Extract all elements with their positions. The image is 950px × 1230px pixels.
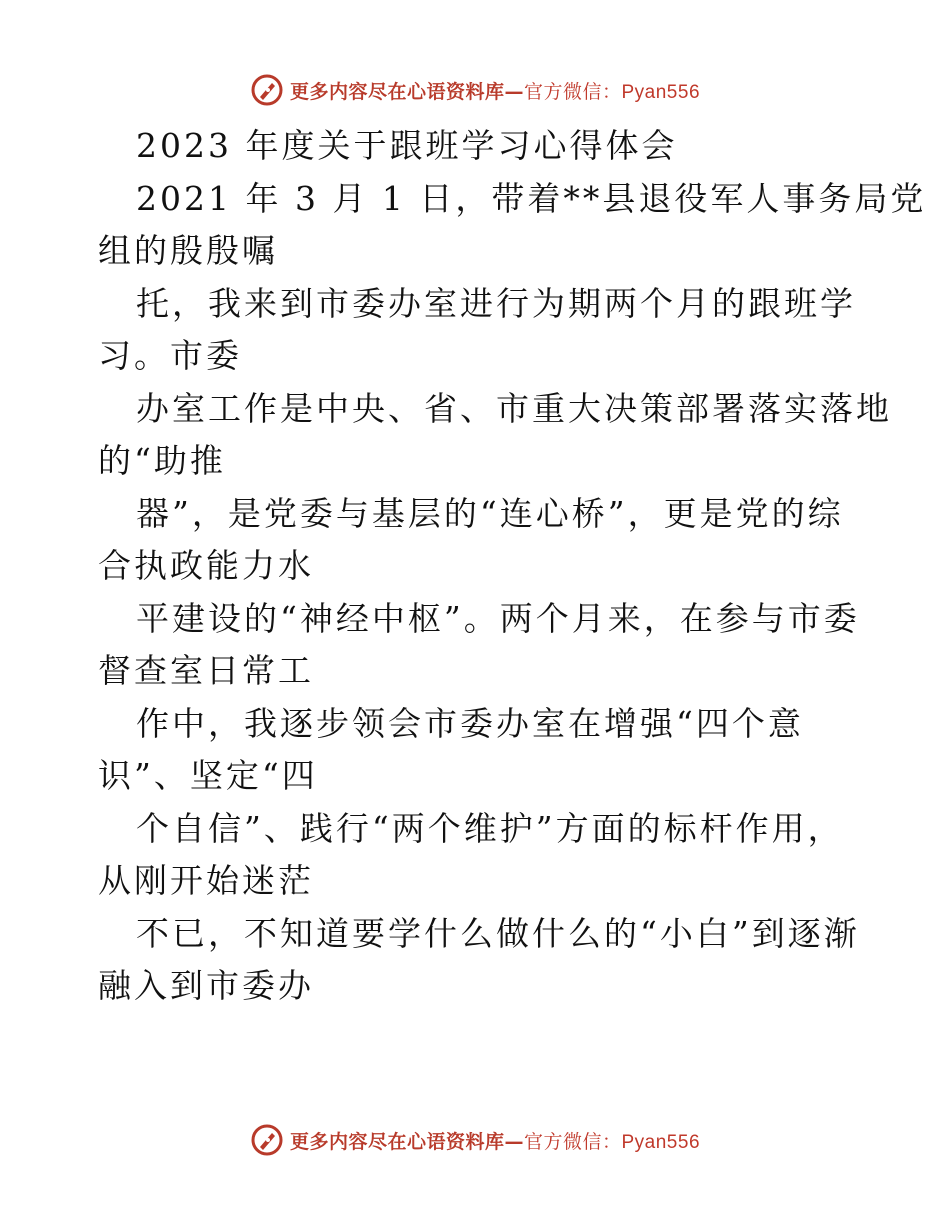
paragraph-line: 从刚开始迷茫 — [98, 861, 314, 900]
footer-banner — [0, 1120, 950, 1160]
paragraph-line: 的“助推 — [98, 441, 226, 480]
header-banner — [0, 70, 950, 110]
footer-banner-dash: — — [504, 1130, 524, 1153]
document-body — [98, 120, 927, 1013]
footer-banner-wechat-id: Pyan556 — [621, 1131, 701, 1153]
paragraph-line: 托，我来到市委办室进行为期两个月的跟班学 — [136, 283, 856, 323]
paragraph-line: 习。市委 — [98, 336, 242, 375]
header-banner-dash: — — [504, 80, 524, 103]
pen-nib-logo-icon — [250, 1123, 284, 1157]
footer-banner-wechat-label: 官方微信： — [523, 1130, 622, 1153]
document-title: 2023 年度关于跟班学习心得体会 — [136, 126, 678, 165]
header-banner-text — [290, 77, 700, 104]
header-banner-inner — [250, 73, 700, 107]
footer-banner-text — [290, 1127, 700, 1154]
paragraph-line: 合执政能力水 — [98, 546, 314, 585]
paragraph-line: 融入到市委办 — [98, 966, 314, 1005]
header-banner-slogan: 更多内容尽在心语资料库 — [289, 80, 505, 103]
paragraph-line: 不已，不知道要学什么做什么的“小白”到逐渐 — [136, 913, 860, 953]
paragraph-line: 办室工作是中央、省、市重大决策部署落实落地 — [136, 388, 892, 428]
paragraph-line: 识”、坚定“四 — [98, 756, 318, 795]
paragraph-line: 平建设的“神经中枢”。两个月来，在参与市委 — [136, 598, 860, 638]
footer-banner-inner — [250, 1123, 700, 1157]
paragraph-line: 2021 年 3 月 1 日，带着**县退役军人事务局党 — [136, 178, 927, 218]
paragraph-line: 器”，是党委与基层的“连心桥”，更是党的综 — [136, 493, 844, 533]
pen-nib-logo-icon — [250, 73, 284, 107]
header-banner-wechat-id: Pyan556 — [621, 81, 701, 103]
footer-banner-slogan: 更多内容尽在心语资料库 — [289, 1130, 505, 1153]
header-banner-wechat-label: 官方微信： — [523, 80, 622, 103]
paragraph-line: 作中，我逐步领会市委办室在增强“四个意 — [136, 703, 804, 743]
paragraph-line: 组的殷殷嘱 — [98, 231, 278, 270]
paragraph-line: 个自信”、践行“两个维护”方面的标杆作用， — [136, 808, 844, 848]
paragraph-line: 督查室日常工 — [98, 651, 314, 690]
